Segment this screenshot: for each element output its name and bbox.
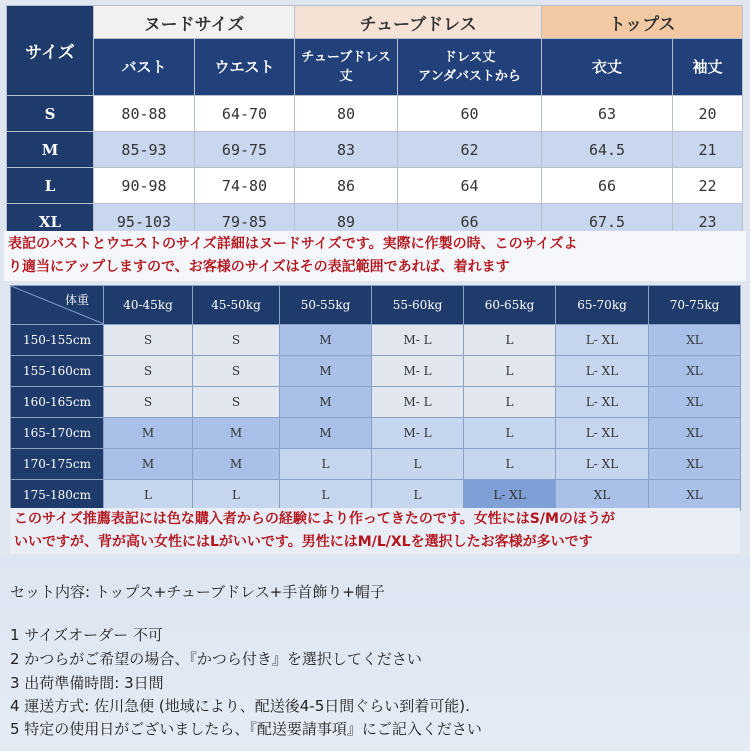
size-cell: XL: [649, 449, 741, 480]
size-cell: XL: [649, 356, 741, 387]
size-cell: M: [280, 387, 372, 418]
size-cell: L: [280, 480, 372, 511]
sleeve-value: 20: [673, 96, 743, 132]
table-row: [7, 132, 743, 168]
size-cell: M: [280, 418, 372, 449]
nude-size-note: [4, 231, 746, 281]
tube-length-label-line-2: 丈: [339, 69, 353, 84]
size-cell: XL: [649, 480, 741, 511]
size-cell: S: [193, 325, 280, 356]
size-cell: S: [193, 387, 280, 418]
table-row: [11, 325, 741, 356]
tops-length-column-header: 衣丈: [542, 39, 673, 96]
size-label: S: [7, 96, 94, 132]
bust-value: 85-93: [94, 132, 195, 168]
tops-length-value: 66: [542, 168, 673, 204]
waist-value: 69-75: [195, 132, 295, 168]
tube-length-value: 80: [295, 96, 398, 132]
info-item: 4 運送方式: 佐川急便 (地域により、配送後4-5日間ぐらい到着可能).: [10, 697, 470, 715]
height-row-label: 170-175cm: [11, 449, 104, 480]
bust-column-header: バスト: [94, 39, 195, 96]
waist-column-header: ウエスト: [195, 39, 295, 96]
size-label: L: [7, 168, 94, 204]
size-cell: M- L: [372, 418, 464, 449]
dress-length-value: 62: [398, 132, 542, 168]
weight-column-header: 55-60kg: [372, 286, 464, 325]
size-cell: M: [193, 449, 280, 480]
set-contents: セット内容: トップス+チューブドレス+手首飾り+帽子: [10, 583, 385, 601]
info-item: 1 サイズオーダー 不可: [10, 626, 163, 644]
dress-length-label-line-2: アンダバストから: [418, 69, 521, 84]
diagonal-divider: [11, 286, 104, 324]
info-item: 5 特定の使用日がございましたら、『配送要請事項』にご記入ください: [10, 720, 482, 738]
weight-label: 体重: [65, 293, 90, 307]
size-cell: XL: [649, 418, 741, 449]
size-cell: XL: [649, 387, 741, 418]
size-recommendation-table: [10, 285, 741, 511]
size-cell: L: [464, 449, 556, 480]
size-cell: M- L: [372, 387, 464, 418]
bust-value: 80-88: [94, 96, 195, 132]
tube-length-value: 86: [295, 168, 398, 204]
table-row: [11, 418, 741, 449]
sleeve-column-header: 袖丈: [673, 39, 743, 96]
size-cell: L: [372, 449, 464, 480]
size-cell: M: [104, 449, 193, 480]
size-cell: M- L: [372, 356, 464, 387]
size-cell: M: [193, 418, 280, 449]
height-row-label: 155-160cm: [11, 356, 104, 387]
dress-length-label-line-1: ドレス丈: [443, 50, 496, 65]
size-label: M: [7, 132, 94, 168]
weight-column-header: 45-50kg: [193, 286, 280, 325]
recommendation-note-line-2: いいですが、背が高い女性にはLがいいです。男性にはM/L/XLを選択したお客様が多いです: [14, 534, 593, 550]
size-cell: L: [280, 449, 372, 480]
size-cell: M- L: [372, 325, 464, 356]
weight-column-header: 50-55kg: [280, 286, 372, 325]
bust-value: 95-103: [94, 204, 195, 240]
size-cell: L: [464, 387, 556, 418]
height-row-label: 175-180cm: [11, 480, 104, 511]
size-cell: L: [464, 418, 556, 449]
sleeve-value: 22: [673, 168, 743, 204]
dress-length-column-header: [398, 39, 542, 96]
size-cell: M: [104, 418, 193, 449]
height-row-label: 150-155cm: [11, 325, 104, 356]
size-cell: L- XL: [556, 449, 649, 480]
tube-length-value: 89: [295, 204, 398, 240]
size-cell: L: [372, 480, 464, 511]
size-cell: XL: [649, 325, 741, 356]
nude-size-note-line-2: り適当にアップしますので、お客様のサイズはその表記範囲であれば、着れます: [8, 259, 510, 275]
size-cell: S: [104, 356, 193, 387]
tube-length-label-line-1: チューブドレス: [301, 50, 391, 65]
bust-value: 90-98: [94, 168, 195, 204]
size-cell: L: [193, 480, 280, 511]
weight-height-corner: [11, 286, 104, 325]
size-cell: M: [280, 356, 372, 387]
dress-length-value: 64: [398, 168, 542, 204]
tops-group-header: トップス: [542, 6, 743, 39]
weight-column-header: 70-75kg: [649, 286, 741, 325]
size-cell: L- XL: [556, 387, 649, 418]
size-cell: L- XL: [464, 480, 556, 511]
product-info-section: [0, 556, 750, 751]
size-cell: S: [104, 325, 193, 356]
nude-size-note-line-1: 表記のバストとウエストのサイズ詳細はヌードサイズです。実際に作製の時、このサイズよ: [8, 236, 578, 252]
info-item: 2 かつらがご希望の場合、『かつら付き』を選択してください: [10, 650, 422, 668]
waist-value: 64-70: [195, 96, 295, 132]
height-row-label: 165-170cm: [11, 418, 104, 449]
waist-value: 79-85: [195, 204, 295, 240]
dress-length-value: 60: [398, 96, 542, 132]
dress-length-value: 66: [398, 204, 542, 240]
info-item: 3 出荷準備時間: 3日間: [10, 674, 164, 692]
waist-value: 74-80: [195, 168, 295, 204]
recommendation-note-line-1: このサイズ推薦表記には色な購入者からの経験により作ってきたのです。女性にはS/Mのほうが: [14, 511, 615, 527]
table-row: [11, 356, 741, 387]
size-cell: XL: [556, 480, 649, 511]
size-cell: L- XL: [556, 325, 649, 356]
tube-length-column-header: [295, 39, 398, 96]
size-label: XL: [7, 204, 94, 240]
table-row: [7, 96, 743, 132]
size-cell: L: [464, 325, 556, 356]
size-cell: M: [280, 325, 372, 356]
size-cell: L: [464, 356, 556, 387]
size-header: サイズ: [7, 6, 94, 96]
recommendation-note: [10, 508, 740, 554]
sleeve-value: 23: [673, 204, 743, 240]
tops-length-value: 67.5: [542, 204, 673, 240]
size-cell: L: [104, 480, 193, 511]
tube-dress-group-header: チューブドレス: [295, 6, 542, 39]
tops-length-value: 64.5: [542, 132, 673, 168]
size-table: [6, 5, 743, 240]
size-cell: L- XL: [556, 356, 649, 387]
tops-length-value: 63: [542, 96, 673, 132]
table-row: [11, 387, 741, 418]
table-row: [11, 480, 741, 511]
tube-length-value: 83: [295, 132, 398, 168]
weight-column-header: 60-65kg: [464, 286, 556, 325]
table-row: [11, 449, 741, 480]
table-row: [7, 168, 743, 204]
size-cell: L- XL: [556, 418, 649, 449]
size-cell: S: [193, 356, 280, 387]
sleeve-value: 21: [673, 132, 743, 168]
size-cell: S: [104, 387, 193, 418]
weight-column-header: 65-70kg: [556, 286, 649, 325]
weight-column-header: 40-45kg: [104, 286, 193, 325]
nude-size-group-header: ヌードサイズ: [94, 6, 295, 39]
height-row-label: 160-165cm: [11, 387, 104, 418]
